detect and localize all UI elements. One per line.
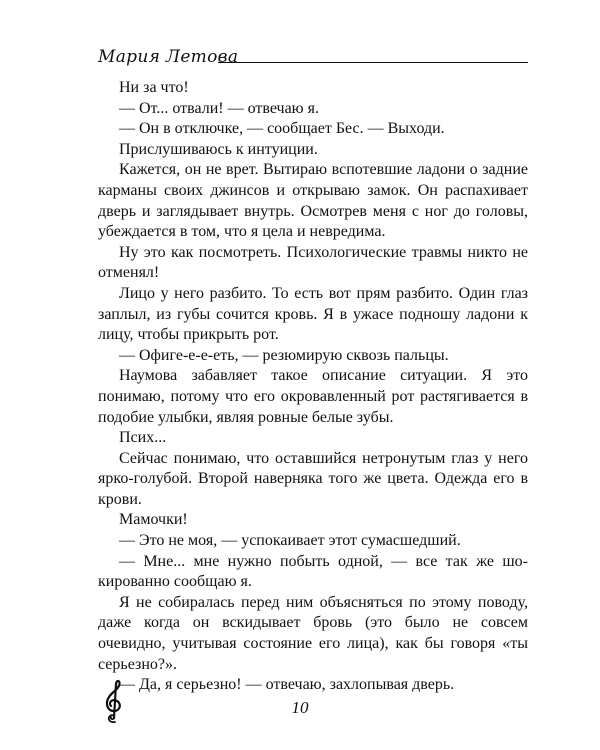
- paragraph: Ну это как посмотреть. Психологические травмы никто не отменял!: [98, 243, 528, 282]
- paragraph: — Мне... мне нужно побыть одной, — все так же шокированно сообщаю я.: [98, 552, 528, 591]
- header-rule: [218, 62, 528, 63]
- paragraph: Лицо у него разбито. То есть вот прям разбито. Один глаз заплыл, из губы сочится кровь. Я в ужасе подношу ладони к лицу, чтобы прикрыть рот.: [98, 284, 528, 344]
- paragraph: — От... отвали! — отвечаю я.: [119, 99, 319, 117]
- paragraph: Мамочки!: [119, 511, 188, 529]
- author-name: Мария Летова: [98, 47, 239, 67]
- paragraph: — Он в отключке, — сообщает Бес. — Выходи.: [119, 120, 445, 138]
- paragraph: Наумова забавляет такое описание ситуации. Я это понимаю, потому что его окровавленный рот растягивается в подобие улыбки, являя ровные белые зубы.: [98, 367, 528, 426]
- paragraph: Прислушиваюсь к интуиции.: [119, 140, 318, 158]
- paragraph: Я не собиралась перед ним объясняться по этому поводу, даже когда он вскидывает бровь (это было не совсем очевидно, учитывая состояние его лица), как бы говоря «ты серьезно?».: [98, 593, 528, 673]
- paragraph: Сейчас понимаю, что оставшийся нетронутым глаз у него ярко-голубой. Второй наверняка того же цвета. Одежда его в крови.: [98, 449, 528, 508]
- body-text: [98, 78, 528, 696]
- paragraph: — Офиге-е-е-еть, — резюмирую сквозь пальцы.: [119, 346, 449, 364]
- running-header: [98, 47, 528, 67]
- paragraph: Кажется, он не врет. Вытираю вспотевшие ладони о задние карманы своих джинсов и открываю замок. Он распахивает дверь и заглядывает внутрь. Осмотрев меня с ног до головы, убеждается в том, что я цела и невредима.: [98, 161, 528, 241]
- paragraph: — Да, я серьезно! — отвечаю, захлопывая дверь.: [119, 676, 455, 694]
- paragraph: Ни за что!: [119, 79, 189, 96]
- page-number: 10: [291, 698, 309, 717]
- paragraph: — Это не моя, — успокаивает этот сумасшедший.: [119, 532, 461, 550]
- paragraph: Псих...: [119, 429, 167, 447]
